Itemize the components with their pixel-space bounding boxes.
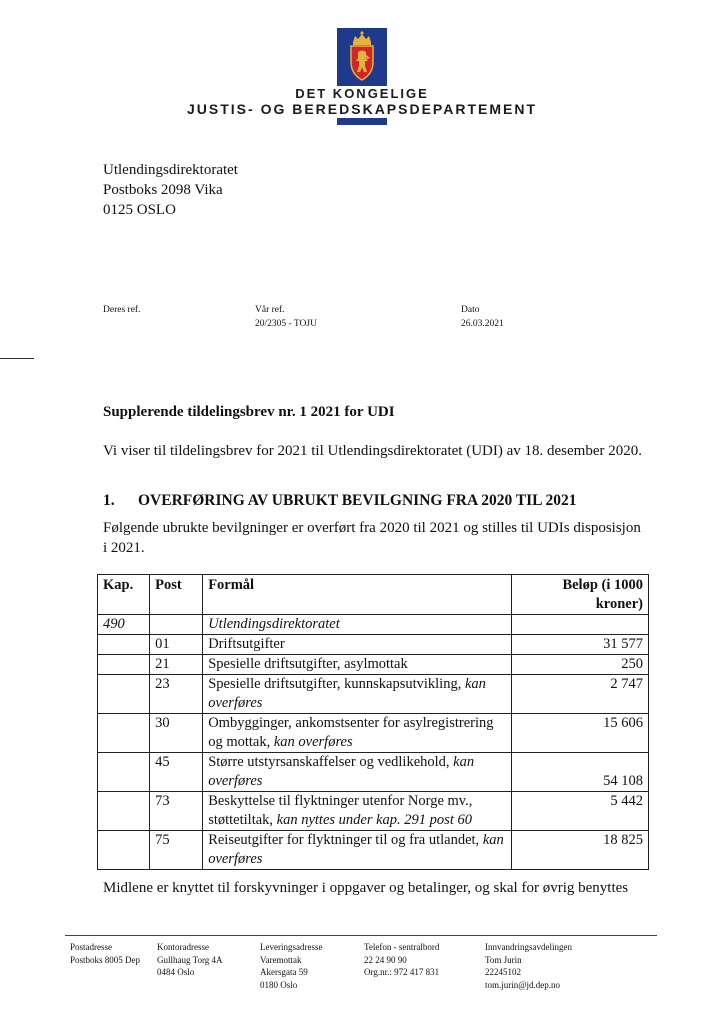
deres-ref-label: Deres ref. bbox=[103, 305, 141, 315]
row-text: Spesielle driftsutgifter, asylmottak bbox=[208, 656, 408, 672]
footer-line: Akersgata 59 bbox=[260, 967, 308, 978]
row-formal bbox=[203, 831, 512, 870]
footer-label: Postadresse bbox=[70, 942, 112, 952]
row-amount: 5 442 bbox=[511, 792, 648, 831]
header-belop: Beløp (i 1000 kroner) bbox=[511, 575, 648, 615]
footer-line: 0180 Oslo bbox=[260, 979, 298, 990]
row-amount: 18 825 bbox=[511, 831, 648, 870]
row-italic-note: kan nyttes under kap. 291 post 60 bbox=[276, 812, 472, 828]
row-kap bbox=[98, 655, 150, 675]
footer-leveringsadresse bbox=[260, 941, 322, 991]
recipient-name: Utlendingsdirektoratet bbox=[103, 162, 238, 178]
header-formal: Formål bbox=[203, 575, 512, 615]
table-row bbox=[98, 675, 649, 714]
footer-line: Tom Jurin bbox=[485, 954, 522, 965]
row-formal bbox=[203, 792, 512, 831]
footer-contact bbox=[485, 941, 572, 991]
chapter-kap: 490 bbox=[98, 615, 150, 635]
letter-subject: Supplerende tildelingsbrev nr. 1 2021 for UDI bbox=[103, 404, 395, 420]
row-italic-note: kan overføres bbox=[208, 676, 486, 711]
row-post: 45 bbox=[150, 753, 203, 792]
row-post: 75 bbox=[150, 831, 203, 870]
row-formal bbox=[203, 675, 512, 714]
row-kap bbox=[98, 714, 150, 753]
row-amount: 31 577 bbox=[511, 635, 648, 655]
var-ref-value: 20/2305 - TOJU bbox=[255, 319, 317, 329]
row-post: 73 bbox=[150, 792, 203, 831]
recipient-address bbox=[103, 160, 238, 220]
chapter-amount bbox=[511, 615, 648, 635]
row-italic-note: kan overføres bbox=[208, 832, 504, 867]
row-kap bbox=[98, 675, 150, 714]
row-text: Større utstyrsanskaffelser og vedlikehold, bbox=[208, 754, 450, 770]
row-italic-note: kan overføres bbox=[273, 734, 353, 750]
table-row-chapter bbox=[98, 615, 649, 635]
footer-line: Gullhaug Torg 4A bbox=[157, 954, 223, 965]
closing-paragraph: Midlene er knyttet til forskyvninger i oppgaver og betalinger, og skal for øvrig benyttes bbox=[103, 880, 629, 896]
row-text: Ombygginger, ankomstsenter for asylregistrering og mottak, bbox=[208, 715, 494, 750]
recipient-street: Postboks 2098 Vika bbox=[103, 182, 223, 198]
header-kap: Kap. bbox=[98, 575, 150, 615]
section-title: OVERFØRING AV UBRUKT BEVILGNING FRA 2020 TIL 2021 bbox=[138, 492, 577, 509]
footer-line: Org.nr.: 972 417 831 bbox=[364, 967, 440, 978]
section-number: 1. bbox=[103, 492, 115, 509]
header-post: Post bbox=[150, 575, 203, 615]
row-post: 21 bbox=[150, 655, 203, 675]
footer-label: Telefon - sentralbord bbox=[364, 942, 440, 952]
row-formal bbox=[203, 714, 512, 753]
table-row bbox=[98, 635, 649, 655]
table-row bbox=[98, 714, 649, 753]
row-amount: 15 606 bbox=[511, 714, 648, 753]
footer-line: 22245102 bbox=[485, 967, 521, 978]
row-amount: 54 108 bbox=[511, 753, 648, 792]
table-row bbox=[98, 753, 649, 792]
budget-table bbox=[97, 574, 649, 870]
row-text: Spesielle driftsutgifter, kunnskapsutvikling, bbox=[208, 676, 462, 692]
footer-label: Innvandringsavdelingen bbox=[485, 942, 572, 952]
row-italic-note: kan overføres bbox=[208, 754, 475, 789]
coat-of-arms-icon bbox=[337, 28, 387, 86]
department-name-line2: JUSTIS- OG BEREDSKAPSDEPARTEMENT bbox=[187, 101, 537, 117]
date-label: Dato bbox=[461, 305, 480, 315]
footer-line: 0484 Oslo bbox=[157, 967, 195, 978]
section-heading bbox=[103, 492, 577, 510]
recipient-postal: 0125 OSLO bbox=[103, 202, 176, 218]
fold-mark bbox=[0, 358, 34, 359]
row-post: 30 bbox=[150, 714, 203, 753]
contact-email-link[interactable]: tom.jurin@jd.dep.no bbox=[485, 979, 561, 990]
row-text: Driftsutgifter bbox=[208, 636, 285, 652]
row-text: Beskyttelse til flyktninger utenfor Norge mv., støttetiltak, bbox=[208, 793, 473, 828]
footer-line: Varemottak bbox=[260, 954, 302, 965]
footer-line: 22 24 90 90 bbox=[364, 954, 407, 965]
row-formal bbox=[203, 635, 512, 655]
row-post: 01 bbox=[150, 635, 203, 655]
row-amount: 2 747 bbox=[511, 675, 648, 714]
section-paragraph: Følgende ubrukte bevilgninger er overført fra 2020 til 2021 og stilles til UDIs disposisjon i 2021. bbox=[103, 520, 641, 556]
row-formal bbox=[203, 655, 512, 675]
footer-kontoradresse bbox=[157, 941, 223, 979]
chapter-name: Utlendingsdirektoratet bbox=[203, 615, 512, 635]
row-kap bbox=[98, 831, 150, 870]
row-kap bbox=[98, 635, 150, 655]
row-formal bbox=[203, 753, 512, 792]
row-kap bbox=[98, 753, 150, 792]
footer-divider bbox=[65, 935, 657, 936]
row-text: Reiseutgifter for flyktninger til og fra utlandet, bbox=[208, 832, 480, 848]
footer-label: Leveringsadresse bbox=[260, 942, 323, 952]
footer-line: Postboks 8005 Dep bbox=[70, 954, 141, 965]
table-row bbox=[98, 655, 649, 675]
department-name-line1: DET KONGELIGE bbox=[295, 86, 429, 101]
logo-bar bbox=[337, 118, 387, 125]
footer-postadresse bbox=[70, 941, 140, 966]
table-row bbox=[98, 831, 649, 870]
table-row bbox=[98, 792, 649, 831]
row-amount: 250 bbox=[511, 655, 648, 675]
row-post: 23 bbox=[150, 675, 203, 714]
chapter-post bbox=[150, 615, 203, 635]
intro-paragraph: Vi viser til tildelingsbrev for 2021 til Utlendingsdirektoratet (UDI) av 18. desember 2020. bbox=[103, 443, 642, 459]
footer-telefon bbox=[364, 941, 439, 979]
table-header-row bbox=[98, 575, 649, 615]
date-value: 26.03.2021 bbox=[461, 319, 504, 329]
footer-label: Kontoradresse bbox=[157, 942, 209, 952]
var-ref-label: Vår ref. bbox=[255, 305, 285, 315]
row-kap bbox=[98, 792, 150, 831]
